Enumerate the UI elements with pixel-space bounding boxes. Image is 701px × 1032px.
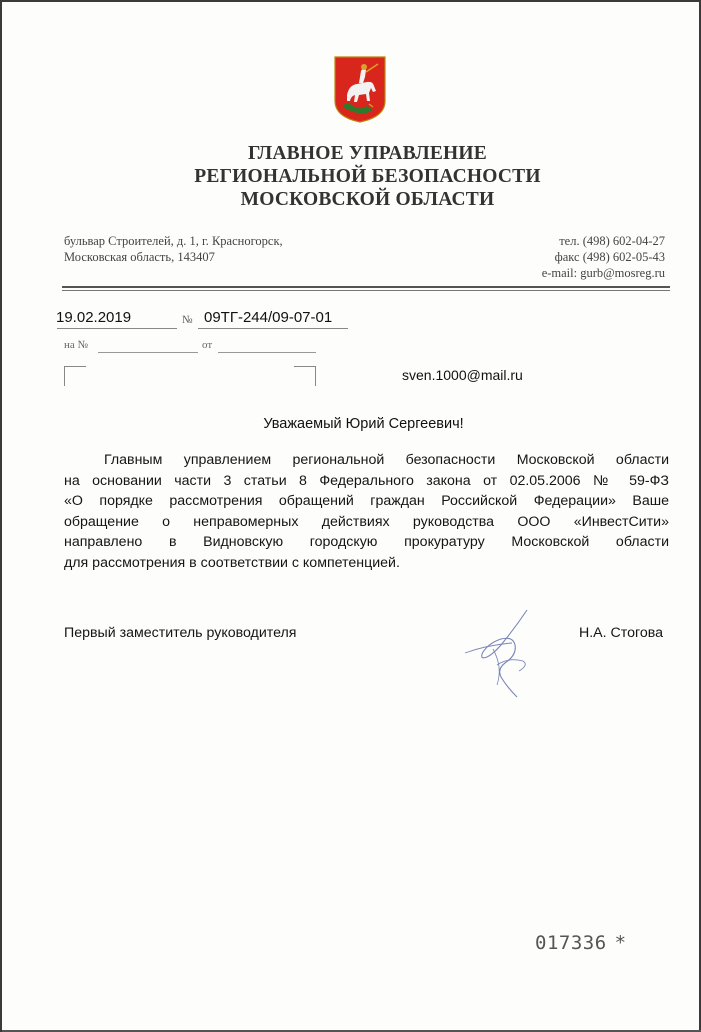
agency-name-line: МОСКОВСКОЙ ОБЛАСТИ — [240, 189, 495, 210]
number-sign: № — [182, 314, 193, 326]
moscow-oblast-coat-of-arms-icon — [333, 55, 387, 123]
body-line: на основании части 3 статьи 8 Федерального закона от 02.05.2006 № 59-ФЗ — [64, 472, 669, 489]
agency-contacts — [542, 233, 665, 281]
reference-date-label: от — [202, 339, 213, 351]
handwritten-signature-icon — [457, 605, 552, 710]
letter-body — [64, 450, 669, 573]
header-divider — [62, 286, 670, 288]
number-underline — [198, 328, 348, 329]
body-line: обращение о неправомерных действиях руководства ООО «ИнвестСити» — [64, 513, 669, 530]
reference-number-blank — [98, 352, 198, 353]
salutation-text: Уважаемый Юрий Сергеевич! — [263, 416, 464, 432]
document-serial-number — [535, 932, 627, 954]
address-line: бульвар Строителей, д. 1, г. Красногорск, — [64, 234, 283, 248]
registration-date: 19.02.2019 — [56, 309, 132, 326]
reference-date-blank — [218, 352, 316, 353]
address-corner-mark — [64, 366, 86, 367]
page-top-border — [2, 0, 701, 2]
phone-number: тел. (498) 602-04-27 — [559, 234, 665, 248]
salutation — [2, 416, 701, 432]
agency-address — [64, 233, 283, 265]
reference-number-label: на № — [64, 339, 89, 351]
fax-number: факс (498) 602-05-43 — [554, 250, 665, 264]
address-corner-mark — [294, 366, 316, 367]
serial-number-value: 017336 — [535, 932, 607, 954]
body-line: «О порядке рассмотрения обращений граждан Российской Федерации» Ваше — [64, 493, 669, 509]
address-line: Московская область, 143407 — [64, 250, 215, 264]
agency-name-line: ГЛАВНОЕ УПРАВЛЕНИЕ — [247, 143, 488, 164]
signer-name: Н.А. Стогова — [578, 625, 663, 641]
header-divider-thin — [62, 290, 670, 291]
body-line: Главным управлением региональной безопасности Московской области — [104, 452, 669, 468]
agency-name — [2, 142, 701, 211]
serial-star: * — [614, 932, 627, 954]
address-corner-mark — [64, 366, 65, 386]
body-line: направлено в Видновскую городскую прокуратуру Московской области — [64, 534, 669, 550]
date-underline — [57, 328, 177, 329]
signer-title: Первый заместитель руководителя — [64, 625, 297, 641]
agency-name-line: РЕГИОНАЛЬНОЙ БЕЗОПАСНОСТИ — [194, 166, 541, 187]
body-line: для рассмотрения в соответствии с компетенцией. — [64, 554, 400, 571]
registration-number: 09ТГ-244/09-07-01 — [204, 309, 333, 326]
email-address: e-mail: gurb@mosreg.ru — [541, 266, 665, 280]
address-corner-mark — [315, 366, 316, 386]
recipient-email: sven.1000@mail.ru — [402, 367, 523, 383]
